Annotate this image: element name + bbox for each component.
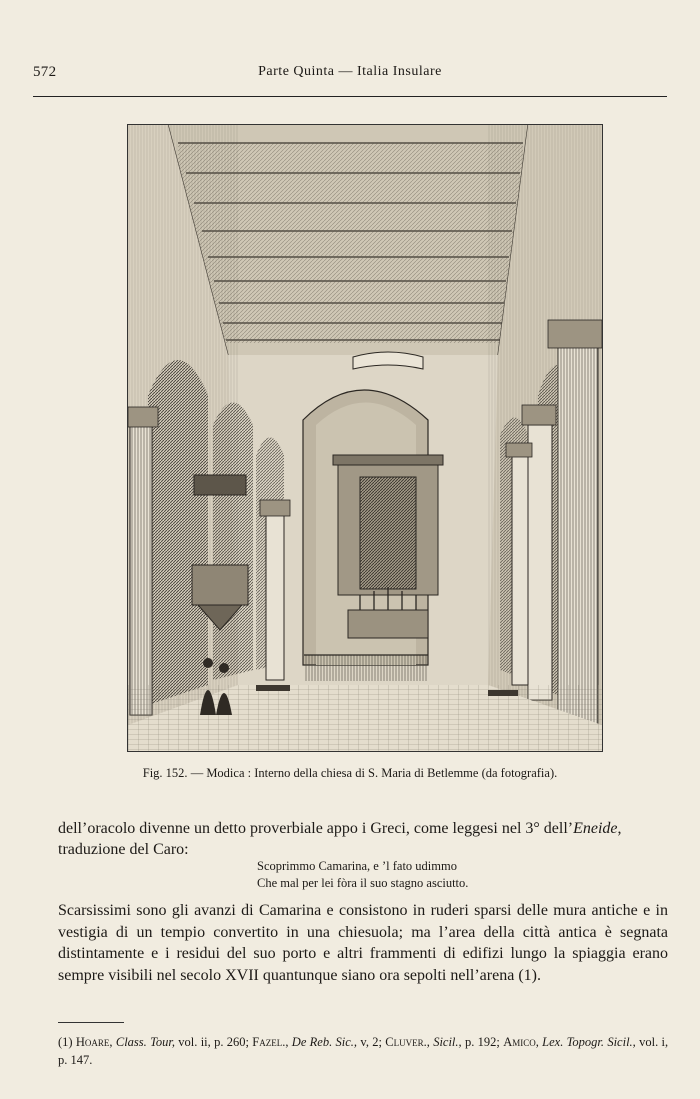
para1-text: dell’oracolo divenne un detto proverbiale appo i Greci, come leggesi nel 3° dell’ [58,820,574,837]
footnote-title-3: Sicil., [433,1035,462,1049]
running-title: Parte Quinta — Italia Insulare [258,64,442,79]
para1-italic: Eneide [573,820,618,837]
footnote-author-1: Hoare, [75,1035,113,1049]
church-interior-engraving [127,124,603,752]
footnote-author-3: Cluver., [385,1035,430,1049]
figure-label: Fig. 152. [142,766,188,780]
footnote-rule [58,1022,124,1023]
footnote-ref-4: vol. i, p. 147. [58,1035,669,1067]
footnote-title-2: De Reb. Sic., [291,1035,358,1049]
footnote-title-4: Lex. Topogr. Sicil., [542,1035,636,1049]
header-rule [33,96,667,97]
footnote-marker: (1) [58,1035,73,1049]
footnote [58,1033,668,1069]
paragraph-oracle [58,818,670,839]
page-number: 572 [33,64,57,80]
figure-caption-text: — Modica : Interno della chiesa di S. Maria di Betlemme (da fotografia). [190,766,558,780]
figure-caption [0,766,700,781]
paragraph-camarina: Scarsissimi sono gli avanzi di Camarina e consistono in ruderi sparsi delle mura antiche e in vestigia di un tempio convertito in una chiesuola; ma l’area della città antica è segnata distintamente e i residui del suo porto e altri frammenti di edifizi lungo la spiaggia erano sempre visibili nel secolo XVII quantunque siano ora sepolti nell’arena (1). [58,902,668,984]
footnote-ref-1: vol. ii, p. 260; [178,1035,249,1049]
verse-line-2: Che mal per lei fòra il suo stagno asciutto. [257,876,469,890]
para1-punct: , [617,820,622,837]
verse-line-1: Scoprimmo Camarina, e ’l fato udimmo [257,859,457,873]
footnote-title-1: Class. Tour, [115,1035,175,1049]
footnote-ref-2: v, 2; [360,1035,382,1049]
footnote-author-2: Fazel., [252,1035,289,1049]
paragraph-oracle-continuation: traduzione del Caro: [58,841,189,858]
verse-quote [257,858,468,892]
footnote-author-4: Amico, [503,1035,539,1049]
footnote-ref-3: p. 192; [464,1035,500,1049]
